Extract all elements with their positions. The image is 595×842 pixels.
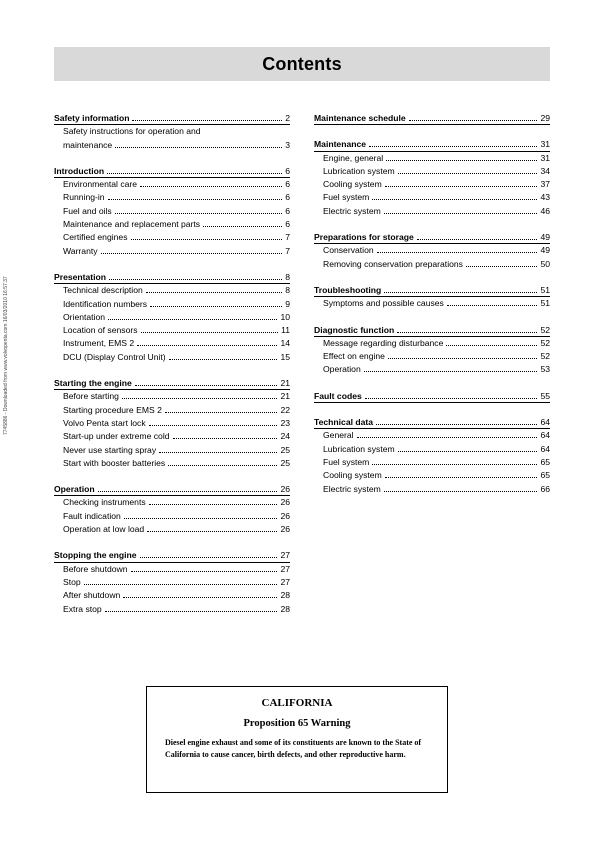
toc-page-number: 6: [285, 179, 290, 190]
dot-leader: [376, 424, 537, 425]
toc-entry-title: Operation at low load: [63, 524, 145, 535]
toc-page-number: 6: [285, 205, 290, 216]
toc-entry-title: Identification numbers: [63, 298, 148, 309]
dot-leader: [377, 252, 538, 253]
toc-entry-before-starting[interactable]: [54, 390, 290, 403]
toc-section-troubleshooting[interactable]: [314, 284, 550, 297]
toc-entry-title: Warranty: [63, 245, 98, 256]
toc-entry-title: Environmental care: [63, 179, 138, 190]
dot-leader: [140, 186, 282, 187]
toc-entry-lubrication-system[interactable]: [314, 165, 550, 178]
toc-entry-checking-instruments[interactable]: [54, 496, 290, 509]
toc-section-diagnostic-function[interactable]: [314, 324, 550, 337]
toc-entry-dcu-display-control-unit[interactable]: [54, 351, 290, 364]
toc-section: [54, 483, 290, 536]
toc-entry-message-regarding-disturbance[interactable]: [314, 337, 550, 350]
toc-entry-warranty[interactable]: [54, 245, 290, 258]
toc-page-number: 26: [280, 510, 290, 521]
toc-page-number: 25: [280, 457, 290, 468]
dot-leader: [105, 611, 278, 612]
toc-page-number: 7: [285, 232, 290, 243]
toc-page-number: 6: [285, 192, 290, 203]
dot-leader: [84, 584, 278, 585]
toc-entry-title: Lubrication system: [323, 443, 395, 454]
page-title: Contents: [262, 54, 342, 74]
contents-header-band: [54, 47, 550, 81]
toc-entry-fuel-system[interactable]: [314, 191, 550, 204]
toc-entry-title: Starting the engine: [54, 378, 132, 389]
toc-entry-fault-indication[interactable]: [54, 510, 290, 523]
toc-section: [314, 231, 550, 271]
toc-entry-title: maintenance: [63, 139, 113, 150]
toc-page-number: 9: [285, 298, 290, 309]
toc-section: [54, 377, 290, 470]
toc-entry-title-line: Safety instructions for operation and: [63, 126, 201, 137]
toc-entry-title: Technical data: [314, 417, 374, 428]
toc-page-number: 29: [540, 113, 550, 123]
toc-entry-cooling-system[interactable]: [314, 469, 550, 482]
toc-entry-volvo-penta-start-lock[interactable]: [54, 417, 290, 430]
toc-entry-title: Cooling system: [323, 470, 382, 481]
toc-page-number: 28: [280, 590, 290, 601]
toc-entry-title: Start-up under extreme cold: [63, 431, 170, 442]
toc-entry-title: Cooling system: [323, 179, 382, 190]
toc-page-number: 28: [280, 603, 290, 614]
dot-leader: [385, 477, 538, 478]
dot-leader: [386, 160, 537, 161]
toc-section-fault-codes[interactable]: [314, 390, 550, 403]
toc-page-number: 66: [540, 483, 550, 494]
toc-entry-title: Extra stop: [63, 603, 102, 614]
toc-entry-extra-stop[interactable]: [54, 603, 290, 616]
toc-page-number: 21: [280, 378, 290, 389]
toc-page-number: 34: [540, 165, 550, 176]
dot-leader: [137, 345, 277, 346]
toc-section-operation[interactable]: [54, 483, 290, 496]
dot-leader: [124, 518, 278, 519]
dot-leader: [466, 266, 537, 267]
dot-leader: [168, 465, 277, 466]
dot-leader: [203, 226, 282, 227]
toc-entry-engine-general[interactable]: [314, 152, 550, 165]
toc-entry-title: Location of sensors: [63, 325, 138, 336]
toc-page-number: 51: [540, 284, 550, 295]
dot-leader: [149, 425, 278, 426]
dot-leader: [165, 412, 278, 413]
toc-entry-title: After shutdown: [63, 590, 121, 601]
toc-page-number: 3: [285, 139, 290, 150]
toc-page-number: 43: [540, 192, 550, 203]
toc-entry-title: Safety information: [54, 113, 130, 123]
toc-entry-technical-description[interactable]: [54, 284, 290, 297]
dot-leader: [150, 306, 282, 307]
toc-section: [54, 165, 290, 258]
toc-entry-operation[interactable]: [314, 363, 550, 376]
toc-entry-electric-system[interactable]: [314, 205, 550, 218]
toc-entry-title: Message regarding disturbance: [323, 337, 444, 348]
toc-section-safety-information[interactable]: [54, 112, 290, 125]
dot-leader: [372, 464, 537, 465]
dot-leader: [131, 239, 283, 240]
toc-entry-title: Operation: [54, 484, 95, 495]
dot-leader: [108, 199, 283, 200]
dot-leader: [149, 504, 278, 505]
toc-page-number: 51: [540, 298, 550, 309]
toc-section-technical-data[interactable]: [314, 416, 550, 429]
warning-body: Diesel engine exhaust and some of its constituents are known to the State of California to cause cancer, birth defects, and other reproductive harm.: [165, 738, 422, 759]
toc-entry-certified-engines[interactable]: [54, 231, 290, 244]
toc-entry-symptoms-and-possible-causes[interactable]: [314, 297, 550, 310]
toc-entry-lubrication-system[interactable]: [314, 443, 550, 456]
dot-leader: [398, 451, 538, 452]
toc-entry-title: Never use starting spray: [63, 444, 157, 455]
warning-title: CALIFORNIA: [261, 697, 333, 709]
toc-entry-title: Presentation: [54, 271, 107, 282]
toc-page-number: 65: [540, 456, 550, 467]
toc-page-number: 27: [280, 550, 290, 561]
dot-leader: [159, 452, 277, 453]
toc-page-number: 27: [280, 576, 290, 587]
toc-section: [314, 324, 550, 377]
toc-page-number: 24: [280, 431, 290, 442]
toc-page-number: 53: [540, 364, 550, 375]
toc-page-number: 46: [540, 205, 550, 216]
toc-entry-title: Preparations for storage: [314, 232, 414, 243]
toc-entry-identification-numbers[interactable]: [54, 298, 290, 311]
toc-section: [54, 271, 290, 364]
toc-entry-title: Before starting: [63, 391, 119, 402]
toc-section-presentation[interactable]: [54, 271, 290, 284]
dot-leader: [409, 120, 538, 121]
toc-page-number: 26: [280, 524, 290, 535]
toc-page-number: 52: [540, 337, 550, 348]
dot-leader: [447, 305, 538, 306]
toc-right-column: [314, 112, 550, 509]
california-prop65-warning: [146, 686, 448, 793]
toc-entry-title: Operation: [323, 364, 361, 375]
dot-leader: [132, 120, 282, 121]
toc-entry-title: Orientation: [63, 311, 106, 322]
toc-page-number: 7: [285, 245, 290, 256]
toc-section: [314, 390, 550, 403]
toc-section-introduction[interactable]: [54, 165, 290, 178]
toc-page-number: 64: [540, 417, 550, 428]
toc-entry-running-in[interactable]: [54, 191, 290, 204]
toc-section: [314, 112, 550, 125]
dot-leader: [108, 319, 277, 320]
toc-page-number: 49: [540, 245, 550, 256]
dot-leader: [140, 557, 278, 558]
dot-leader: [107, 173, 282, 174]
toc-section-maintenance[interactable]: [314, 138, 550, 151]
toc-entry-title: Technical description: [63, 285, 143, 296]
dot-leader: [122, 398, 278, 399]
toc-page-number: 8: [285, 285, 290, 296]
toc-page-number: 21: [280, 391, 290, 402]
toc-page-number: 22: [280, 404, 290, 415]
dot-leader: [109, 279, 282, 280]
toc-entry-fuel-system[interactable]: [314, 456, 550, 469]
download-stamp-text: 7745886 - Downloaded from www.volvopenta.com 16/03/2010 16:57:37: [3, 276, 9, 435]
toc-entry-title: Before shutdown: [63, 563, 128, 574]
toc-entry-title: DCU (Display Control Unit): [63, 351, 166, 362]
dot-leader: [101, 253, 283, 254]
toc-entry-location-of-sensors[interactable]: [54, 324, 290, 337]
toc-entry-title: General: [323, 430, 354, 441]
toc-entry-stop[interactable]: [54, 576, 290, 589]
dot-leader: [365, 398, 538, 399]
toc-section-starting-the-engine[interactable]: [54, 377, 290, 390]
toc-entry-cooling-system[interactable]: [314, 178, 550, 191]
dot-leader: [384, 213, 538, 214]
toc-entry-title: Introduction: [54, 165, 105, 176]
toc-entry-title: Checking instruments: [63, 497, 146, 508]
toc-section: [314, 416, 550, 496]
dot-leader: [372, 199, 537, 200]
toc-entry-title: Symptoms and possible causes: [323, 298, 444, 309]
dot-leader: [123, 597, 277, 598]
toc-section: [54, 549, 290, 615]
toc-entry-conservation[interactable]: [314, 244, 550, 257]
toc-entry-title: Conservation: [323, 245, 374, 256]
dot-leader: [131, 571, 278, 572]
toc-page-number: 2: [285, 113, 290, 123]
toc-page-number: 25: [280, 444, 290, 455]
dot-leader: [446, 345, 537, 346]
toc-entry-never-use-starting-spray[interactable]: [54, 444, 290, 457]
toc-entry-instrument-ems-2[interactable]: [54, 337, 290, 350]
toc-page-number: 55: [540, 390, 550, 401]
toc-page-number: 26: [280, 497, 290, 508]
toc-page-number: 10: [280, 311, 290, 322]
toc-entry-title: Stopping the engine: [54, 550, 137, 561]
toc-page-number: 64: [540, 430, 550, 441]
toc-entry-starting-procedure-ems-2[interactable]: [54, 404, 290, 417]
toc-page-number: 26: [280, 484, 290, 495]
toc-section: [314, 284, 550, 311]
toc-section: [314, 138, 550, 218]
toc-section-stopping-the-engine[interactable]: [54, 549, 290, 562]
dot-leader: [388, 358, 537, 359]
toc-entry-title: Engine, general: [323, 152, 384, 163]
dot-leader: [397, 332, 537, 333]
toc-page-number: 37: [540, 179, 550, 190]
toc-page-number: 15: [280, 351, 290, 362]
toc-page-number: 6: [285, 165, 290, 176]
toc-entry-title: Removing conservation preparations: [323, 258, 463, 269]
dot-leader: [364, 371, 538, 372]
toc-entry-fuel-and-oils[interactable]: [54, 205, 290, 218]
toc-entry-title: Effect on engine: [323, 351, 385, 362]
toc-section: [54, 112, 290, 152]
dot-leader: [173, 438, 278, 439]
toc-page-number: 14: [280, 338, 290, 349]
dot-leader: [385, 186, 538, 187]
toc-page-number: 65: [540, 470, 550, 481]
toc-page-number: 52: [540, 324, 550, 335]
toc-page-number: 23: [280, 417, 290, 428]
dot-leader: [147, 531, 277, 532]
toc-entry-title: Certified engines: [63, 232, 128, 243]
toc-entry-title: Fault codes: [314, 390, 362, 401]
toc-entry-title: Maintenance: [314, 139, 367, 150]
dot-leader: [146, 292, 282, 293]
toc-entry-title: Electric system: [323, 205, 381, 216]
toc-entry-title: Instrument, EMS 2: [63, 338, 135, 349]
toc-page-number: 31: [540, 139, 550, 150]
toc-page-number: 49: [540, 232, 550, 243]
toc-entry-title: Starting procedure EMS 2: [63, 404, 162, 415]
toc-page-number: 6: [285, 219, 290, 230]
dot-leader: [115, 147, 282, 148]
dot-leader: [384, 292, 537, 293]
toc-entry-maintenance-and-replacement-parts[interactable]: [54, 218, 290, 231]
toc-entry-orientation[interactable]: [54, 311, 290, 324]
toc-entry-maintenance[interactable]: [54, 139, 290, 152]
toc-entry-effect-on-engine[interactable]: [314, 350, 550, 363]
toc-page-number: 27: [280, 563, 290, 574]
toc-page-number: 64: [540, 443, 550, 454]
toc-entry-after-shutdown[interactable]: [54, 589, 290, 602]
toc-entry-title: Fault indication: [63, 510, 121, 521]
dot-leader: [398, 173, 538, 174]
toc-page-number: 11: [281, 325, 290, 336]
toc-entry-title: Electric system: [323, 483, 381, 494]
toc-section-preparations-for-storage[interactable]: [314, 231, 550, 244]
toc-entry-title: Troubleshooting: [314, 284, 382, 295]
toc-entry-title: Stop: [63, 576, 81, 587]
dot-leader: [135, 385, 278, 386]
toc-entry-title: Start with booster batteries: [63, 457, 166, 468]
toc-entry-title: Lubrication system: [323, 165, 395, 176]
toc-entry-general[interactable]: [314, 429, 550, 442]
toc-entry-electric-system[interactable]: [314, 483, 550, 496]
toc-entry-title: Fuel and oils: [63, 205, 112, 216]
toc-entry-start-with-booster-batteries[interactable]: [54, 457, 290, 470]
toc-page-number: 8: [285, 271, 290, 282]
toc-page-number: 50: [540, 258, 550, 269]
dot-leader: [357, 437, 538, 438]
toc-entry-title: Fuel system: [323, 192, 370, 203]
dot-leader: [98, 491, 278, 492]
dot-leader: [384, 491, 538, 492]
toc-entry-operation-at-low-load[interactable]: [54, 523, 290, 536]
dot-leader: [369, 146, 537, 147]
toc-entry-start-up-under-extreme-cold[interactable]: [54, 430, 290, 443]
dot-leader: [417, 239, 538, 240]
toc-entry-title: Fuel system: [323, 456, 370, 467]
toc-entry-title: Maintenance and replacement parts: [63, 219, 201, 230]
toc-section-maintenance-schedule[interactable]: [314, 112, 550, 125]
toc-entry-title: Maintenance schedule: [314, 113, 406, 123]
toc-entry-title: Volvo Penta start lock: [63, 417, 146, 428]
warning-subtitle: Proposition 65 Warning: [243, 718, 351, 729]
toc-entry-removing-conservation-preparations[interactable]: [314, 258, 550, 271]
toc-entry-title: Diagnostic function: [314, 324, 395, 335]
toc-page-number: 52: [540, 351, 550, 362]
toc-entry-environmental-care[interactable]: [54, 178, 290, 191]
dot-leader: [169, 359, 278, 360]
toc-entry-before-shutdown[interactable]: [54, 563, 290, 576]
dot-leader: [115, 213, 282, 214]
toc-left-column: [54, 112, 290, 629]
toc-entry-title: Running-in: [63, 192, 105, 203]
toc-page-number: 31: [540, 152, 550, 163]
dot-leader: [141, 332, 279, 333]
